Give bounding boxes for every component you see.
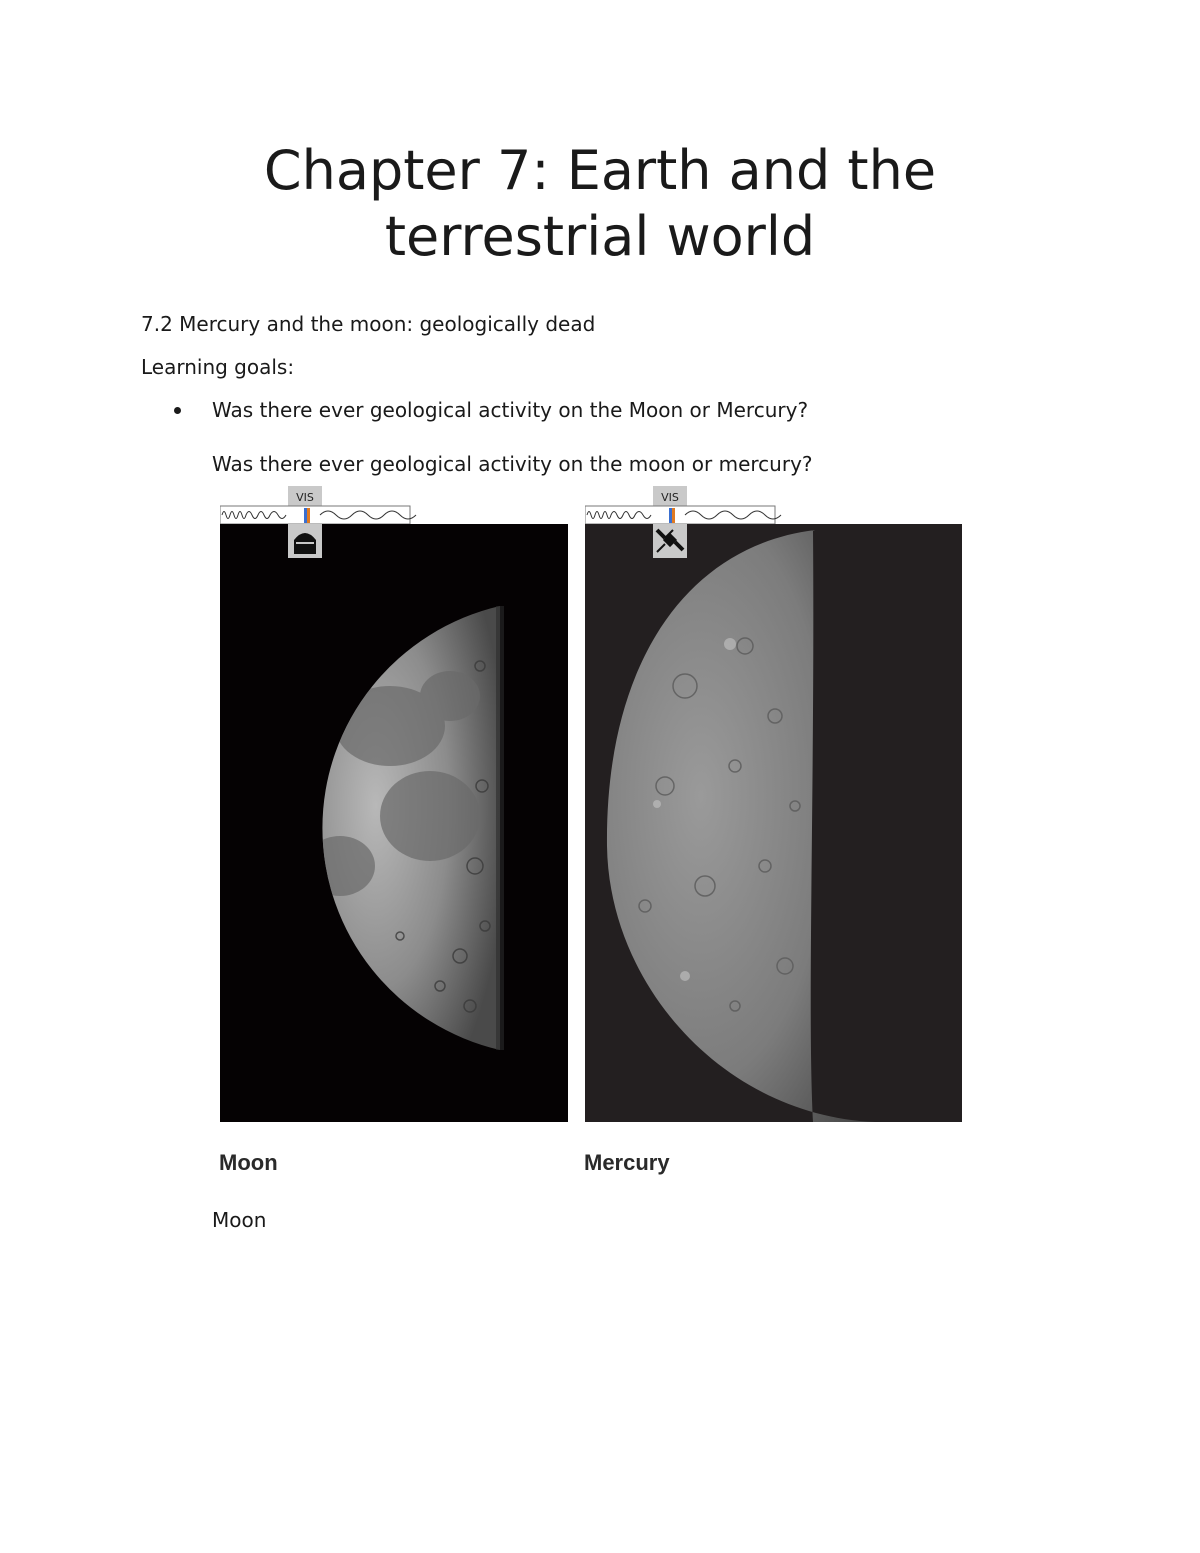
question-text: Was there ever geological activity on the moon or mercury? [212,452,813,476]
satellite-icon [653,524,687,558]
telescope-icon [288,524,322,558]
section-heading: 7.2 Mercury and the moon: geologically dead [141,312,596,336]
moon-label: Moon [219,1150,278,1175]
page-title [0,138,1200,270]
learning-goals-label: Learning goals: [141,355,295,379]
band-label-moon: VIS [296,491,314,504]
bullet-text: Was there ever geological activity on the Moon or Mercury? [212,398,809,422]
title-line-1: Chapter 7: Earth and the [263,139,937,202]
trailing-caption: Moon [212,1208,267,1232]
title-line-2: terrestrial world [384,205,816,268]
mercury-label: Mercury [584,1150,670,1175]
bullet-icon [174,407,181,414]
moon-figure [220,486,568,1122]
band-label-mercury: VIS [661,491,679,504]
mercury-figure [585,486,962,1122]
